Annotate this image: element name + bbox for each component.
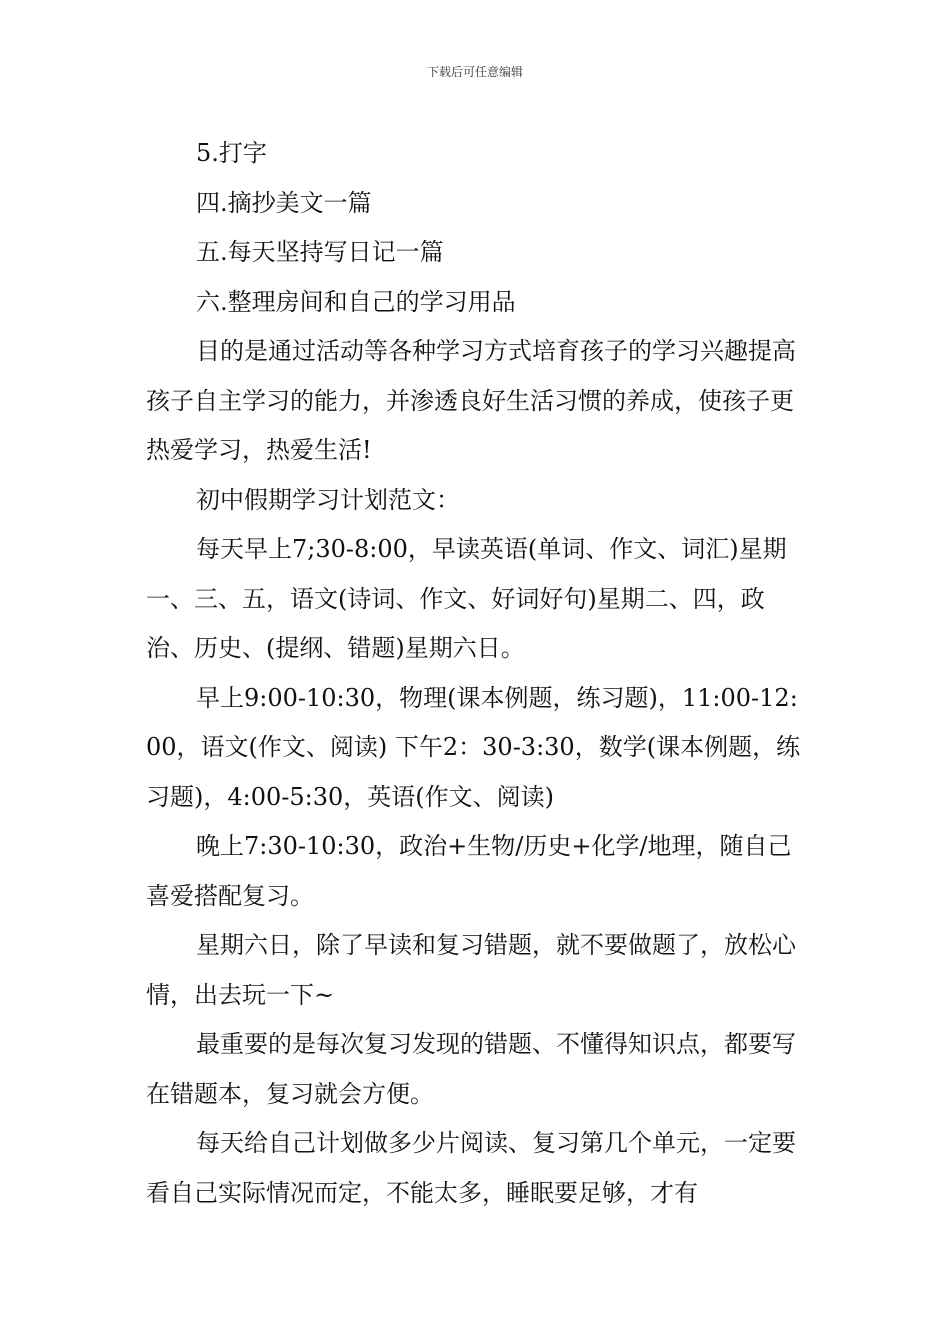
document-body — [146, 129, 811, 1218]
paragraph-error-notebook: 最重要的是每次复习发现的错题、不懂得知识点，都要写在错题本，复习就会方便。 — [146, 1030, 796, 1108]
paragraph-weekend: 星期六日，除了早读和复习错题，就不要做题了，放松心情，出去玩一下~ — [146, 931, 796, 1009]
section-heading-plan-sample: 初中假期学习计划范文： — [196, 485, 460, 514]
paragraph-daytime-schedule: 早上9:00-10:30，物理(课本例题，练习题)，11:00-12:00，语文(作文、阅读) 下午2：30-3:30，数学(课本例题，练习题)，4:00-5:30，英语(作文、阅读) — [146, 683, 801, 811]
list-item-typing: 5.打字 — [196, 139, 267, 167]
paragraph-purpose: 目的是通过活动等各种学习方式培育孩子的学习兴趣提高孩子自主学习的能力，并渗透良好生活习惯的养成，使孩子更热爱学习，热爱生活! — [146, 337, 796, 464]
list-item-diary: 五.每天坚持写日记一篇 — [196, 238, 444, 266]
page-header-note: 下载后可任意编辑 — [426, 65, 523, 79]
paragraph-evening-schedule: 晚上7:30-10:30，政治+生物/历史+化学/地理，随自己喜爱搭配复习。 — [146, 832, 792, 910]
list-item-tidy-room: 六.整理房间和自己的学习用品 — [196, 287, 516, 316]
paragraph-morning-reading: 每天早上7;30-8:00，早读英语(单词、作文、词汇)星期一、三、五，语文(诗词、作文、好词好句)星期二、四，政治、历史、(提纲、错题)星期六日。 — [146, 535, 787, 662]
list-item-copy-essay: 四.摘抄美文一篇 — [196, 188, 372, 217]
paragraph-daily-plan: 每天给自己计划做多少片阅读、复习第几个单元，一定要看自己实际情况而定，不能太多，睡眠要足够，才有 — [146, 1129, 796, 1207]
